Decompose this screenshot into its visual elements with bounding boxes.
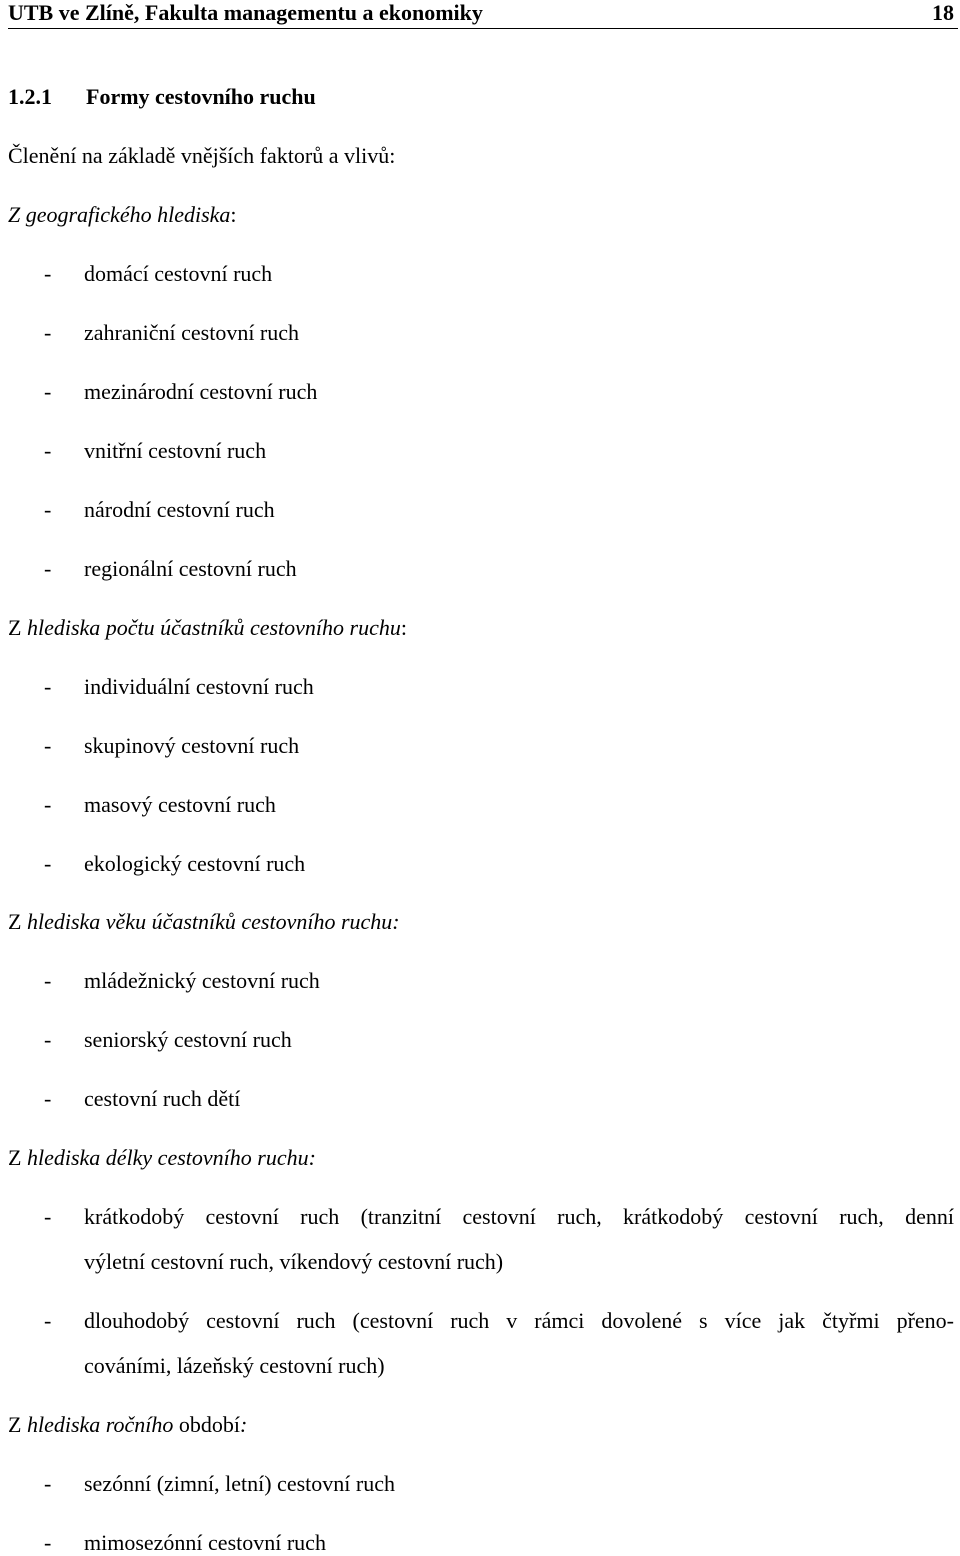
group-heading-participants: Z hlediska počtu účastníků cestovního ruchu: [8,615,407,640]
bullet-dash: - [44,792,52,817]
bullet-dash: - [44,1027,52,1052]
list-item-multiline: krátkodobý cestovní ruch (tranzitní cestovní ruch, krátkodobý cestovní ruch, denní výletní cestovní ruch, víkendový cestovní ruch) [84,1204,954,1274]
list-item: národní cestovní ruch [84,497,275,522]
section-title: Formy cestovního ruchu [86,84,316,109]
bullet-dash: - [44,733,52,758]
bullet-dash: - [44,1471,52,1496]
group-heading-age: Z hlediska věku účastníků cestovního ruchu: [8,909,400,934]
list-item: seniorský cestovní ruch [84,1027,292,1052]
list-item: regionální cestovní ruch [84,556,297,581]
bullet-dash: - [44,320,52,345]
bullet-dash: - [44,556,52,581]
intro-paragraph: Členění na základě vnějších faktorů a vlivů: [8,143,396,168]
section-heading [8,84,316,110]
list-item: mimosezónní cestovní ruch [84,1530,326,1555]
list-item: individuální cestovní ruch [84,674,314,699]
bullet-dash: - [44,379,52,404]
bullet-dash: - [44,438,52,463]
bullet-dash: - [44,1086,52,1111]
running-header [8,0,958,29]
group-heading-season: Z hlediska ročního období: [8,1412,248,1437]
header-title: UTB ve Zlíně, Fakulta managementu a ekonomiky [8,0,483,25]
bullet-dash: - [44,497,52,522]
section-number: 1.2.1 [8,84,52,109]
list-item: vnitřní cestovní ruch [84,438,267,463]
page-number: 18 [932,0,954,25]
list-item: mládežnický cestovní ruch [84,968,320,993]
list-item: masový cestovní ruch [84,792,276,817]
list-item: sezónní (zimní, letní) cestovní ruch [84,1471,395,1496]
bullet-dash: - [44,1204,52,1229]
group-heading-duration: Z hlediska délky cestovního ruchu: [8,1145,316,1170]
bullet-dash: - [44,674,52,699]
bullet-dash: - [44,851,52,876]
bullet-dash: - [44,261,52,286]
bullet-dash: - [44,1308,52,1333]
bullet-dash: - [44,1530,52,1555]
list-item: cestovní ruch dětí [84,1086,241,1111]
list-item: zahraniční cestovní ruch [84,320,300,345]
list-item: ekologický cestovní ruch [84,851,306,876]
list-item: mezinárodní cestovní ruch [84,379,318,404]
list-item-multiline: dlouhodobý cestovní ruch (cestovní ruch v rámci dovolené s více jak čtyřmi přeno- cováními, lázeňský cestovní ruch) [84,1308,954,1378]
list-item: skupinový cestovní ruch [84,733,300,758]
bullet-dash: - [44,968,52,993]
list-item: domácí cestovní ruch [84,261,273,286]
group-heading-geographic: Z geografického hlediska: [8,202,237,227]
